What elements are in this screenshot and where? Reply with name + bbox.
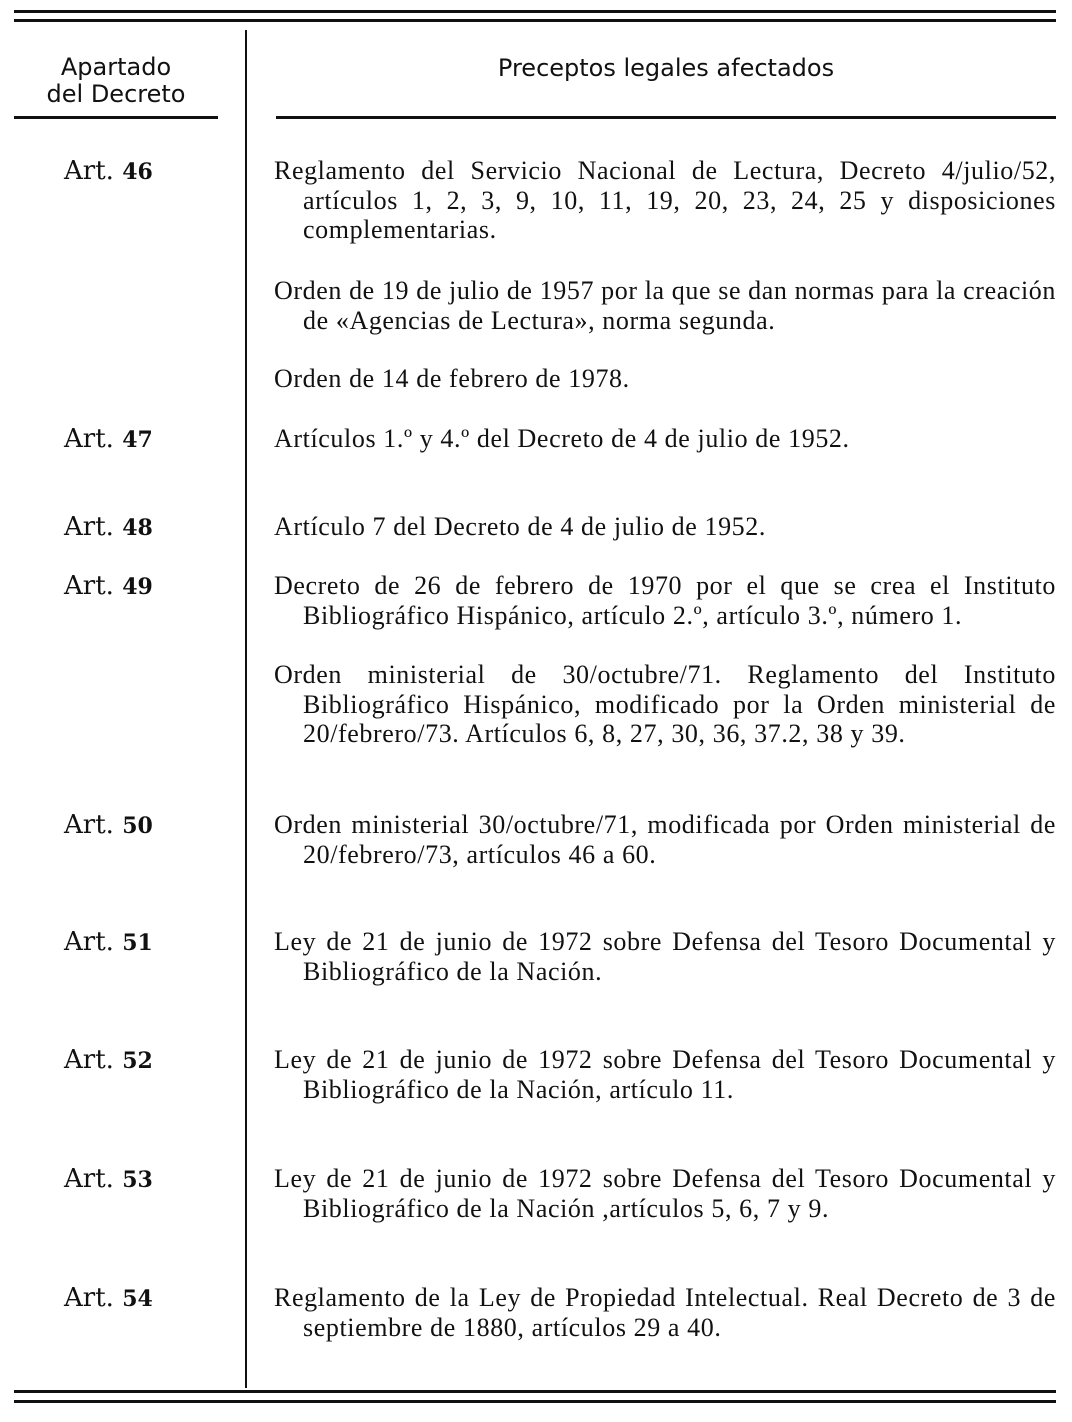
article-number: 48	[122, 515, 153, 541]
header-rule-left	[14, 116, 218, 119]
article-number: 46	[122, 159, 153, 185]
precept-entry: Artículos 1.º y 4.º del Decreto de 4 de julio de 1952.	[274, 424, 850, 453]
header-apartado	[14, 54, 218, 108]
article-label-48	[64, 512, 153, 543]
article-label-46	[64, 156, 153, 187]
article-label-53	[64, 1164, 153, 1195]
header-rule-right	[276, 116, 1056, 119]
header-apartado-line1: Apartado	[60, 53, 172, 81]
article-number: 50	[122, 813, 153, 839]
article-label-49	[64, 571, 153, 602]
precept-entry: Orden ministerial 30/octubre/71, modificada por Orden ministerial de 20/febrero/73, artículos 46 a 60.	[274, 810, 1056, 869]
bottom-rule-1	[14, 1390, 1056, 1393]
article-prefix: Art.	[64, 1164, 114, 1194]
precept-entry: Artículo 7 del Decreto de 4 de julio de 1952.	[274, 512, 766, 541]
article-label-47	[64, 424, 153, 455]
article-label-52	[64, 1045, 153, 1076]
article-prefix: Art.	[64, 1045, 114, 1075]
article-number: 52	[122, 1048, 153, 1074]
article-label-54	[64, 1283, 153, 1314]
precept-entry: Ley de 21 de junio de 1972 sobre Defensa del Tesoro Documental y Bibliográfico de la Nación, artículo 11.	[274, 1045, 1056, 1104]
article-label-50	[64, 810, 153, 841]
top-rule-2	[14, 19, 1056, 22]
article-number: 54	[122, 1286, 153, 1312]
article-prefix: Art.	[64, 810, 114, 840]
precept-entry: Reglamento de la Ley de Propiedad Intelectual. Real Decreto de 3 de septiembre de 1880, artículos 29 a 40.	[274, 1283, 1056, 1342]
precept-entry: Orden ministerial de 30/octubre/71. Reglamento del Instituto Bibliográfico Hispánico, modificado por la Orden ministerial de 20/febrero/73. Artículos 6, 8, 27, 30, 36, 37.2, 38 y 39.	[274, 660, 1056, 748]
precept-entry: Orden de 19 de julio de 1957 por la que se dan normas para la creación de «Agencias de Lectura», norma segunda.	[274, 276, 1057, 335]
precept-entry: Reglamento del Servicio Nacional de Lectura, Decreto 4/julio/52, artículos 1, 2, 3, 9, 10, 11, 19, 20, 23, 24, 25 y disposiciones complementarias.	[274, 156, 1056, 244]
article-number: 49	[122, 574, 153, 600]
article-number: 53	[122, 1167, 153, 1193]
header-apartado-line2: del Decreto	[46, 80, 186, 108]
top-rule-1	[14, 10, 1056, 13]
article-prefix: Art.	[64, 571, 114, 601]
precept-entry: Ley de 21 de junio de 1972 sobre Defensa del Tesoro Documental y Bibliográfico de la Nación ,artículos 5, 6, 7 y 9.	[274, 1164, 1056, 1223]
column-divider	[245, 30, 247, 1388]
header-preceptos: Preceptos legales afectados	[497, 54, 835, 82]
article-number: 51	[122, 930, 153, 956]
article-number: 47	[122, 427, 153, 453]
article-prefix: Art.	[64, 512, 114, 542]
article-prefix: Art.	[64, 927, 114, 957]
precept-entry: Orden de 14 de febrero de 1978.	[274, 364, 630, 393]
article-prefix: Art.	[64, 156, 114, 186]
article-prefix: Art.	[64, 424, 114, 454]
bottom-rule-2	[14, 1400, 1056, 1403]
precept-entry: Decreto de 26 de febrero de 1970 por el que se crea el Instituto Bibliográfico Hispánico, artículo 2.º, artículo 3.º, número 1.	[274, 571, 1056, 630]
precept-entry: Ley de 21 de junio de 1972 sobre Defensa del Tesoro Documental y Bibliográfico de la Nación.	[274, 927, 1056, 986]
article-prefix: Art.	[64, 1283, 114, 1313]
article-label-51	[64, 927, 153, 958]
